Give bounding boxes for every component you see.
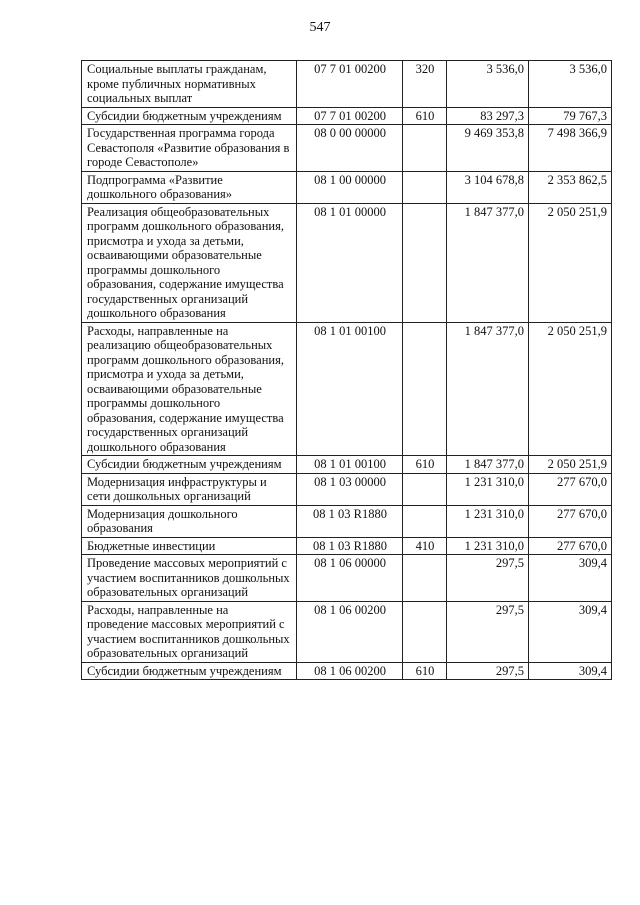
row-code: 08 1 03 R1880 [297,505,403,537]
row-value-2: 2 353 862,5 [529,171,612,203]
row-expense-type [403,555,447,602]
row-value-2: 277 670,0 [529,473,612,505]
row-value-1: 3 536,0 [447,61,529,108]
row-value-2: 309,4 [529,601,612,662]
row-value-1: 9 469 353,8 [447,125,529,172]
row-name: Субсидии бюджетным учреждениям [82,456,297,474]
table-row [82,203,612,322]
row-expense-type [403,171,447,203]
row-expense-type [403,473,447,505]
row-expense-type: 610 [403,107,447,125]
table-row [82,662,612,680]
row-value-1: 1 847 377,0 [447,322,529,456]
row-expense-type [403,322,447,456]
row-expense-type [403,505,447,537]
page-number: 547 [309,20,331,35]
row-expense-type: 410 [403,537,447,555]
row-name: Субсидии бюджетным учреждениям [82,662,297,680]
table-row [82,171,612,203]
table-row [82,601,612,662]
row-value-1: 297,5 [447,555,529,602]
row-code: 08 1 03 00000 [297,473,403,505]
row-expense-type [403,125,447,172]
row-expense-type [403,203,447,322]
row-name: Бюджетные инвестиции [82,537,297,555]
row-value-1: 297,5 [447,662,529,680]
row-code: 08 1 01 00100 [297,322,403,456]
row-name: Расходы, направленные на проведение массовых мероприятий с участием воспитанников дошкольных образовательных организаций [82,601,297,662]
row-value-2: 309,4 [529,555,612,602]
table-row [82,456,612,474]
row-value-1: 3 104 678,8 [447,171,529,203]
row-value-1: 1 231 310,0 [447,473,529,505]
row-value-2: 2 050 251,9 [529,456,612,474]
row-name: Субсидии бюджетным учреждениям [82,107,297,125]
row-name: Модернизация инфраструктуры и сети дошкольных организаций [82,473,297,505]
row-value-2: 2 050 251,9 [529,322,612,456]
row-value-2: 7 498 366,9 [529,125,612,172]
row-value-2: 277 670,0 [529,537,612,555]
row-code: 08 1 01 00100 [297,456,403,474]
row-value-1: 1 231 310,0 [447,537,529,555]
row-code: 08 1 06 00000 [297,555,403,602]
row-code: 08 0 00 00000 [297,125,403,172]
row-name: Социальные выплаты гражданам, кроме публичных нормативных социальных выплат [82,61,297,108]
row-expense-type: 320 [403,61,447,108]
row-name: Расходы, направленные на реализацию общеобразовательных программ дошкольного образования, присмотра и ухода за детьми, осваивающими образовательные программы дошкольного образования, содержание имущества государственных организаций дошкольного образования [82,322,297,456]
row-value-1: 1 847 377,0 [447,203,529,322]
table-row [82,125,612,172]
row-value-2: 3 536,0 [529,61,612,108]
row-value-1: 83 297,3 [447,107,529,125]
row-code: 07 7 01 00200 [297,107,403,125]
table-row [82,505,612,537]
row-value-1: 1 231 310,0 [447,505,529,537]
row-expense-type [403,601,447,662]
row-name: Проведение массовых мероприятий с участием воспитанников дошкольных образовательных организаций [82,555,297,602]
table-row [82,555,612,602]
table-row [82,473,612,505]
row-value-1: 1 847 377,0 [447,456,529,474]
row-value-2: 309,4 [529,662,612,680]
row-value-2: 2 050 251,9 [529,203,612,322]
row-value-1: 297,5 [447,601,529,662]
row-code: 07 7 01 00200 [297,61,403,108]
table-row [82,537,612,555]
row-name: Модернизация дошкольного образования [82,505,297,537]
row-value-2: 277 670,0 [529,505,612,537]
table-row [82,322,612,456]
row-expense-type: 610 [403,662,447,680]
row-name: Реализация общеобразовательных программ дошкольного образования, присмотра и ухода за детьми, осваивающими образовательные программы дошкольного образования, содержание имущества государственных организаций дошкольного образования [82,203,297,322]
row-code: 08 1 00 00000 [297,171,403,203]
row-name: Подпрограмма «Развитие дошкольного образования» [82,171,297,203]
budget-table [81,60,612,680]
table-row [82,107,612,125]
row-name: Государственная программа города Севастополя «Развитие образования в городе Севастополе» [82,125,297,172]
row-code: 08 1 03 R1880 [297,537,403,555]
row-expense-type: 610 [403,456,447,474]
row-code: 08 1 06 00200 [297,662,403,680]
row-value-2: 79 767,3 [529,107,612,125]
row-code: 08 1 01 00000 [297,203,403,322]
table-row [82,61,612,108]
row-code: 08 1 06 00200 [297,601,403,662]
